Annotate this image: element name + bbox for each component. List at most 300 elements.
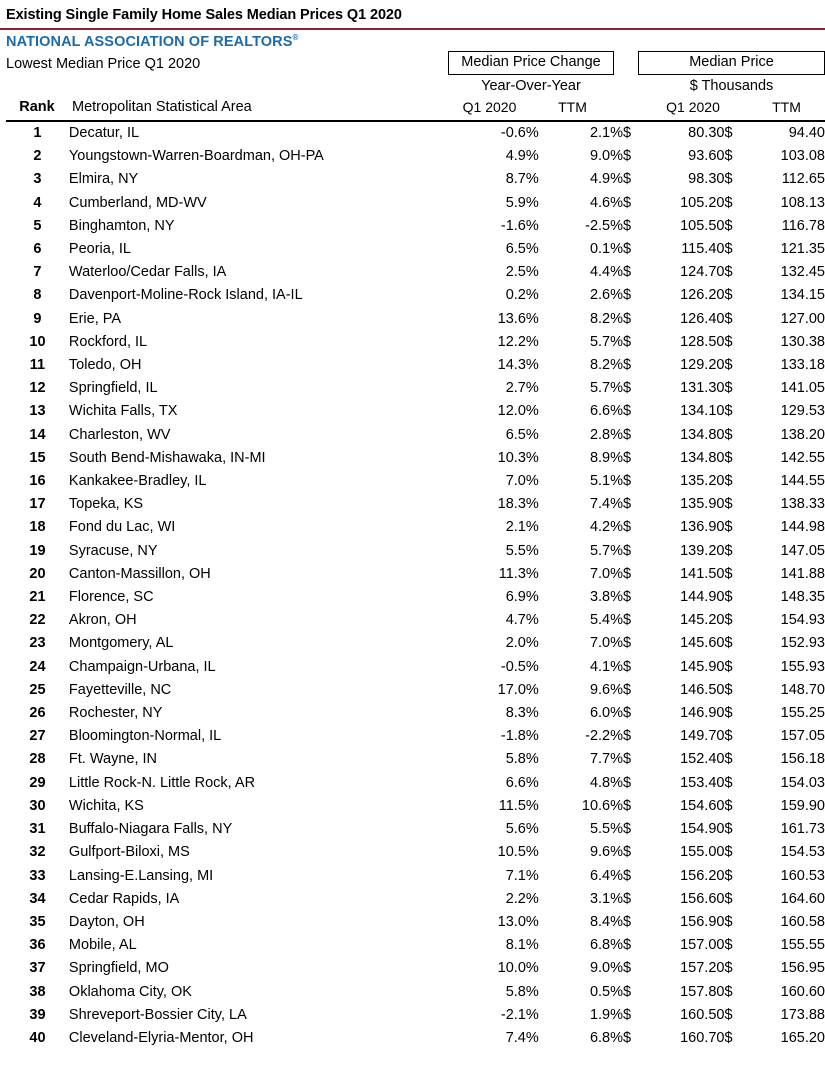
msa-cell: Elmira, NY: [68, 171, 139, 188]
price-q1-cell: 154.90: [680, 821, 725, 838]
rank-cell: 24: [29, 658, 46, 675]
table-row: [6, 331, 825, 354]
change-ttm-cell: 6.8%: [589, 937, 623, 954]
price-ttm-cell: 154.93: [780, 612, 825, 629]
change-q1-cell: 5.5%: [505, 542, 539, 559]
rank-cell: 3: [33, 171, 42, 188]
table-row: [6, 261, 825, 284]
currency-symbol-ttm: $: [724, 1029, 733, 1046]
table-row: [6, 609, 825, 632]
price-q1-cell: 141.50: [680, 565, 725, 582]
change-q1-cell: 14.3%: [497, 357, 539, 374]
price-q1-cell: 93.60: [688, 148, 725, 165]
change-q1-cell: 0.2%: [505, 287, 539, 304]
change-q1-cell: 13.0%: [497, 913, 539, 930]
price-q1-cell: 153.40: [680, 774, 725, 791]
msa-cell: Akron, OH: [68, 612, 137, 629]
change-q1-cell: 11.5%: [498, 797, 539, 814]
change-q1-cell: 4.7%: [505, 612, 539, 629]
msa-cell: Kankakee-Bradley, IL: [68, 473, 207, 490]
currency-symbol-q1: $: [623, 217, 632, 234]
price-ttm-cell: 138.33: [780, 496, 825, 513]
price-ttm-cell: 155.55: [780, 937, 825, 954]
change-ttm-cell: 6.4%: [589, 867, 623, 884]
msa-cell: Rockford, IL: [68, 333, 148, 350]
header-row-groups: [6, 51, 825, 75]
rank-cell: 39: [29, 1006, 46, 1023]
change-q1-cell: 17.0%: [497, 681, 539, 698]
page-title: Existing Single Family Home Sales Median Prices Q1 2020: [6, 7, 402, 23]
currency-symbol-q1: $: [623, 357, 632, 374]
price-q1-cell: 146.50: [680, 681, 725, 698]
change-q1-cell: 12.0%: [497, 403, 539, 420]
price-ttm-cell: 156.95: [780, 960, 825, 977]
msa-cell: Shreveport-Bossier City, LA: [68, 1006, 247, 1023]
currency-symbol-ttm: $: [724, 681, 733, 698]
price-ttm-cell: 138.20: [780, 426, 825, 443]
table-row: [6, 841, 825, 864]
change-q1-cell: -0.5%: [500, 658, 539, 675]
price-q1-cell: 135.90: [680, 496, 725, 513]
price-q1-cell: 134.80: [680, 426, 725, 443]
msa-cell: Cedar Rapids, IA: [68, 890, 180, 907]
change-ttm-cell: 5.7%: [589, 333, 623, 350]
change-q1-cell: 12.2%: [497, 333, 539, 350]
currency-symbol-ttm: $: [724, 241, 733, 258]
currency-symbol-ttm: $: [724, 612, 733, 629]
change-ttm-cell: 9.0%: [589, 148, 623, 165]
median-price-table: [6, 122, 825, 1050]
price-ttm-cell: 94.40: [788, 125, 825, 141]
table-row: [6, 516, 825, 539]
msa-cell: Binghamton, NY: [68, 217, 175, 234]
currency-symbol-q1: $: [623, 937, 632, 954]
rank-cell: 31: [29, 821, 46, 838]
msa-cell: Gulfport-Biloxi, MS: [68, 844, 190, 861]
rank-cell: 19: [29, 542, 46, 559]
change-q1-cell: 5.9%: [505, 194, 539, 211]
price-ttm-cell: 132.45: [780, 264, 825, 281]
change-ttm-cell: 7.0%: [589, 565, 623, 582]
header-row-group-subtitles: [6, 75, 825, 97]
currency-symbol-q1: $: [623, 797, 632, 814]
currency-symbol-q1: $: [623, 519, 632, 536]
rank-cell: 29: [29, 774, 46, 791]
change-q1-cell: 13.6%: [497, 310, 539, 327]
currency-symbol-ttm: $: [724, 658, 733, 675]
currency-symbol-ttm: $: [724, 983, 733, 1000]
price-q1-cell: 156.20: [680, 867, 725, 884]
currency-symbol-ttm: $: [724, 264, 733, 281]
table-row: [6, 145, 825, 168]
currency-symbol-q1: $: [623, 844, 632, 861]
table-row: [6, 493, 825, 516]
msa-cell: Ft. Wayne, IN: [68, 751, 158, 768]
currency-symbol-ttm: $: [724, 171, 733, 188]
currency-symbol-ttm: $: [724, 217, 733, 234]
price-ttm-cell: 155.93: [780, 658, 825, 675]
change-ttm-cell: 8.9%: [589, 449, 623, 466]
price-q1-cell: 160.70: [680, 1029, 725, 1046]
currency-symbol-q1: $: [623, 264, 632, 281]
currency-symbol-ttm: $: [724, 565, 733, 582]
rank-cell: 20: [29, 565, 46, 582]
price-q1-cell: 155.00: [680, 844, 725, 861]
msa-cell: Dayton, OH: [68, 913, 145, 930]
change-q1-cell: 6.5%: [505, 241, 539, 258]
currency-symbol-q1: $: [623, 194, 632, 211]
price-q1-cell: 157.00: [680, 937, 725, 954]
rank-cell: 28: [29, 751, 46, 768]
price-ttm-cell: 165.20: [780, 1029, 825, 1046]
change-ttm-cell: 5.7%: [589, 542, 623, 559]
change-ttm-cell: 9.0%: [589, 960, 623, 977]
change-q1-cell: -1.6%: [500, 217, 539, 234]
change-ttm-cell: 9.6%: [589, 681, 623, 698]
table-row: [6, 563, 825, 586]
change-ttm-cell: 9.6%: [589, 844, 623, 861]
table-row: [6, 122, 825, 145]
change-ttm-cell: 0.1%: [589, 241, 623, 258]
rank-cell: 37: [29, 960, 46, 977]
price-q1-cell: 126.20: [680, 287, 725, 304]
rank-cell: 13: [29, 403, 46, 420]
currency-symbol-q1: $: [623, 890, 632, 907]
column-header-msa: Metropolitan Statistical Area: [72, 99, 252, 115]
currency-symbol-q1: $: [623, 867, 632, 884]
currency-symbol-q1: $: [623, 774, 632, 791]
rank-cell: 40: [29, 1029, 46, 1046]
msa-cell: Peoria, IL: [68, 241, 131, 258]
msa-cell: Fayetteville, NC: [68, 681, 172, 698]
header-rank-msa: [6, 97, 448, 118]
currency-symbol-ttm: $: [724, 496, 733, 513]
rank-cell: 27: [29, 728, 46, 745]
currency-symbol-ttm: $: [724, 774, 733, 791]
change-q1-cell: 2.1%: [505, 519, 539, 536]
change-ttm-cell: 8.4%: [589, 913, 623, 930]
table-row: [6, 818, 825, 841]
rank-cell: 8: [33, 287, 42, 304]
change-q1-cell: 5.6%: [505, 821, 539, 838]
nar-brand: [0, 30, 825, 51]
table-row: [6, 632, 825, 655]
table-row: [6, 911, 825, 934]
change-ttm-cell: 4.8%: [589, 774, 623, 791]
table-row: [6, 725, 825, 748]
rank-cell: 32: [29, 844, 46, 861]
msa-cell: Champaign-Urbana, IL: [68, 658, 216, 675]
price-q1-cell: 149.70: [680, 728, 725, 745]
rank-cell: 15: [29, 449, 46, 466]
price-q1-cell: 134.10: [680, 403, 725, 420]
rank-cell: 12: [29, 380, 46, 397]
change-ttm-cell: -2.5%: [585, 217, 623, 234]
rank-cell: 9: [33, 310, 42, 327]
currency-symbol-ttm: $: [724, 519, 733, 536]
price-q1-cell: 134.80: [680, 449, 725, 466]
price-q1-cell: 105.20: [680, 194, 725, 211]
currency-symbol-q1: $: [623, 960, 632, 977]
price-q1-cell: 157.80: [680, 983, 725, 1000]
msa-cell: Waterloo/Cedar Falls, IA: [68, 264, 227, 281]
table-row: [6, 957, 825, 980]
currency-symbol-q1: $: [623, 148, 632, 165]
price-q1-cell: 145.60: [680, 635, 725, 652]
price-ttm-cell: 148.70: [780, 681, 825, 698]
rank-cell: 23: [29, 635, 46, 652]
msa-cell: Fond du Lac, WI: [68, 519, 176, 536]
currency-symbol-ttm: $: [724, 287, 733, 304]
currency-symbol-q1: $: [623, 913, 632, 930]
price-ttm-cell: 159.90: [780, 797, 825, 814]
rank-cell: 18: [29, 519, 46, 536]
price-q1-cell: 136.90: [680, 519, 725, 536]
table-row: [6, 748, 825, 771]
msa-cell: Little Rock-N. Little Rock, AR: [68, 774, 256, 791]
column-header-price-q1: Q1 2020: [666, 99, 720, 115]
currency-symbol-q1: $: [623, 496, 632, 513]
currency-symbol-ttm: $: [724, 148, 733, 165]
msa-cell: Syracuse, NY: [68, 542, 158, 559]
price-q1-cell: 131.30: [680, 380, 725, 397]
change-ttm-cell: 7.7%: [589, 751, 623, 768]
rank-cell: 22: [29, 612, 46, 629]
currency-symbol-q1: $: [623, 287, 632, 304]
currency-symbol-q1: $: [623, 310, 632, 327]
rank-cell: 16: [29, 473, 46, 490]
currency-symbol-ttm: $: [724, 844, 733, 861]
price-q1-cell: 152.40: [680, 751, 725, 768]
price-q1-cell: 105.50: [680, 217, 725, 234]
price-q1-cell: 145.90: [680, 658, 725, 675]
currency-symbol-q1: $: [623, 821, 632, 838]
change-q1-cell: 8.7%: [505, 171, 539, 188]
currency-symbol-q1: $: [623, 171, 632, 188]
change-q1-cell: -2.1%: [500, 1006, 539, 1023]
msa-cell: Mobile, AL: [68, 937, 137, 954]
currency-symbol-ttm: $: [724, 635, 733, 652]
currency-symbol-q1: $: [623, 1006, 632, 1023]
msa-cell: Topeka, KS: [68, 496, 144, 513]
price-ttm-cell: 141.88: [780, 565, 825, 582]
table-row: [6, 284, 825, 307]
change-q1-cell: -1.8%: [500, 728, 539, 745]
msa-cell: Florence, SC: [68, 589, 154, 606]
currency-symbol-q1: $: [623, 241, 632, 258]
currency-symbol-ttm: $: [724, 1006, 733, 1023]
msa-cell: Canton-Massillon, OH: [68, 565, 211, 582]
msa-cell: Springfield, IL: [68, 380, 158, 397]
table-row: [6, 1004, 825, 1027]
table-row: [6, 424, 825, 447]
change-q1-cell: 6.5%: [505, 426, 539, 443]
price-ttm-cell: 130.38: [780, 333, 825, 350]
rank-cell: 7: [33, 264, 42, 281]
rank-cell: 30: [29, 797, 46, 814]
rank-cell: 10: [29, 333, 46, 350]
table-row: [6, 168, 825, 191]
change-ttm-cell: 7.4%: [589, 496, 623, 513]
rank-cell: 14: [29, 426, 46, 443]
change-q1-cell: 2.7%: [505, 380, 539, 397]
msa-cell: Rochester, NY: [68, 705, 163, 722]
msa-cell: Youngstown-Warren-Boardman, OH-PA: [68, 148, 324, 165]
change-q1-cell: 5.8%: [505, 983, 539, 1000]
change-ttm-cell: 3.8%: [589, 589, 623, 606]
change-q1-cell: -0.6%: [500, 125, 539, 141]
table-row: [6, 238, 825, 261]
currency-symbol-ttm: $: [724, 473, 733, 490]
change-q1-cell: 6.6%: [505, 774, 539, 791]
change-q1-cell: 10.5%: [497, 844, 539, 861]
change-q1-cell: 10.3%: [497, 449, 539, 466]
change-q1-cell: 7.1%: [505, 867, 539, 884]
currency-symbol-ttm: $: [724, 937, 733, 954]
table-row: [6, 795, 825, 818]
price-ttm-cell: 157.05: [780, 728, 825, 745]
price-q1-cell: 124.70: [680, 264, 725, 281]
price-ttm-cell: 133.18: [780, 357, 825, 374]
change-ttm-cell: 4.6%: [589, 194, 623, 211]
currency-symbol-ttm: $: [724, 890, 733, 907]
rank-cell: 2: [33, 148, 42, 165]
rank-cell: 26: [29, 705, 46, 722]
change-ttm-cell: 8.2%: [589, 310, 623, 327]
rank-cell: 36: [29, 937, 46, 954]
header-row-columns: [6, 97, 825, 118]
price-q1-cell: 126.40: [680, 310, 725, 327]
currency-symbol-ttm: $: [724, 449, 733, 466]
group-subheader-thousands: $ Thousands: [689, 78, 774, 94]
table-body: [6, 122, 825, 1050]
change-ttm-cell: 10.6%: [581, 797, 623, 814]
msa-cell: Wichita Falls, TX: [68, 403, 178, 420]
msa-cell: Oklahoma City, OK: [68, 983, 192, 1000]
table-row: [6, 447, 825, 470]
price-ttm-cell: 154.03: [780, 774, 825, 791]
currency-symbol-ttm: $: [724, 403, 733, 420]
table-row: [6, 679, 825, 702]
rank-cell: 11: [29, 357, 46, 374]
msa-cell: Cleveland-Elyria-Mentor, OH: [68, 1029, 254, 1046]
currency-symbol-q1: $: [623, 705, 632, 722]
table-row: [6, 981, 825, 1004]
change-ttm-cell: 4.4%: [589, 264, 623, 281]
currency-symbol-ttm: $: [724, 333, 733, 350]
price-ttm-cell: 152.93: [780, 635, 825, 652]
rank-cell: 33: [29, 867, 46, 884]
currency-symbol-q1: $: [623, 565, 632, 582]
price-ttm-cell: 129.53: [780, 403, 825, 420]
table-row: [6, 586, 825, 609]
price-ttm-cell: 173.88: [780, 1006, 825, 1023]
currency-symbol-q1: $: [623, 380, 632, 397]
table-row: [6, 540, 825, 563]
currency-symbol-q1: $: [623, 612, 632, 629]
change-q1-cell: 18.3%: [497, 496, 539, 513]
change-ttm-cell: 5.5%: [589, 821, 623, 838]
table-row: [6, 400, 825, 423]
price-ttm-cell: 103.08: [780, 148, 825, 165]
change-ttm-cell: 4.9%: [589, 171, 623, 188]
change-ttm-cell: 4.1%: [589, 658, 623, 675]
change-q1-cell: 10.0%: [497, 960, 539, 977]
price-q1-cell: 156.60: [680, 890, 725, 907]
header-numeric-columns: [448, 97, 825, 118]
change-ttm-cell: 2.6%: [589, 287, 623, 304]
price-ttm-cell: 144.55: [780, 473, 825, 490]
table-header: [0, 51, 825, 118]
price-q1-cell: 139.20: [680, 542, 725, 559]
nar-brand-text: NATIONAL ASSOCIATION OF REALTORS: [6, 34, 293, 50]
currency-symbol-ttm: $: [724, 797, 733, 814]
table-row: [6, 888, 825, 911]
price-ttm-cell: 108.13: [780, 194, 825, 211]
change-ttm-cell: 3.1%: [589, 890, 623, 907]
change-ttm-cell: 5.4%: [589, 612, 623, 629]
change-q1-cell: 2.2%: [505, 890, 539, 907]
price-ttm-cell: 164.60: [780, 890, 825, 907]
msa-cell: Erie, PA: [68, 310, 122, 327]
currency-symbol-ttm: $: [724, 960, 733, 977]
currency-symbol-ttm: $: [724, 194, 733, 211]
price-q1-cell: 146.90: [680, 705, 725, 722]
price-ttm-cell: 154.53: [780, 844, 825, 861]
msa-cell: Montgomery, AL: [68, 635, 174, 652]
rank-cell: 4: [33, 194, 42, 211]
price-q1-cell: 129.20: [680, 357, 725, 374]
currency-symbol-ttm: $: [724, 821, 733, 838]
table-row: [6, 934, 825, 957]
table-row: [6, 656, 825, 679]
currency-symbol-ttm: $: [724, 705, 733, 722]
currency-symbol-q1: $: [623, 542, 632, 559]
msa-cell: Davenport-Moline-Rock Island, IA-IL: [68, 287, 303, 304]
price-ttm-cell: 160.60: [780, 983, 825, 1000]
change-q1-cell: 8.1%: [505, 937, 539, 954]
price-ttm-cell: 156.18: [780, 751, 825, 768]
group-header-median-price-change: Median Price Change: [448, 51, 614, 75]
price-q1-cell: 154.60: [680, 797, 725, 814]
change-q1-cell: 8.3%: [505, 705, 539, 722]
currency-symbol-q1: $: [623, 983, 632, 1000]
table-row: [6, 308, 825, 331]
table-row: [6, 772, 825, 795]
price-q1-cell: 156.90: [680, 913, 725, 930]
currency-symbol-q1: $: [623, 426, 632, 443]
msa-cell: Decatur, IL: [68, 125, 140, 141]
rank-cell: 1: [33, 125, 42, 141]
change-q1-cell: 5.8%: [505, 751, 539, 768]
table-row: [6, 702, 825, 725]
msa-cell: Lansing-E.Lansing, MI: [68, 867, 214, 884]
currency-symbol-q1: $: [623, 589, 632, 606]
change-ttm-cell: 1.9%: [589, 1006, 623, 1023]
msa-cell: Wichita, KS: [68, 797, 144, 814]
change-ttm-cell: 6.0%: [589, 705, 623, 722]
msa-cell: Charleston, WV: [68, 426, 171, 443]
change-ttm-cell: 8.2%: [589, 357, 623, 374]
price-ttm-cell: 155.25: [780, 705, 825, 722]
currency-symbol-ttm: $: [724, 380, 733, 397]
currency-symbol-q1: $: [623, 125, 632, 141]
currency-symbol-q1: $: [623, 333, 632, 350]
msa-cell: South Bend-Mishawaka, IN-MI: [68, 449, 266, 466]
currency-symbol-q1: $: [623, 681, 632, 698]
table-row: [6, 192, 825, 215]
change-ttm-cell: 2.1%: [589, 125, 623, 141]
